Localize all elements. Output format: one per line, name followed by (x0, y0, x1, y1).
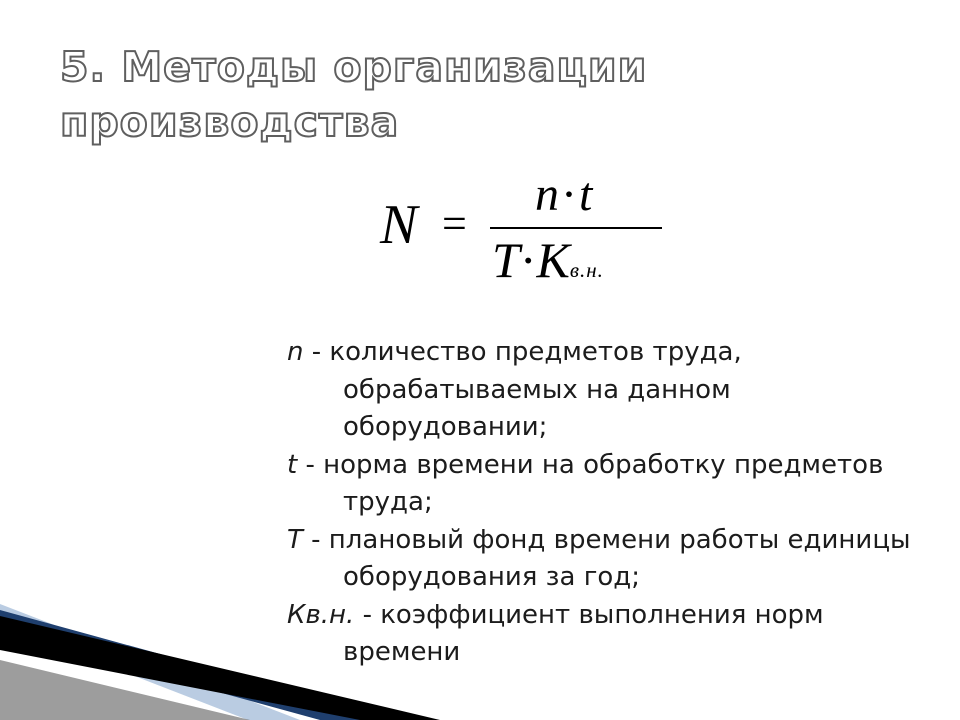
formula-numerator (535, 169, 594, 221)
definition-text: - количество предметов труда, обрабатываемых на данном оборудовании; (303, 337, 742, 442)
fraction-bar (490, 227, 662, 229)
formula-denominator-K: K (536, 232, 570, 288)
formula (380, 168, 670, 305)
formula-denominator (492, 233, 604, 297)
formula-lhs: N (380, 194, 418, 256)
slide-title-line-1: 5. Методы организации (60, 43, 648, 91)
definition-text: - коэффициент выполнения норм времени (343, 599, 824, 667)
definition-symbol: n (287, 337, 304, 367)
formula-denominator-subscript: в.н. (569, 258, 604, 282)
formula-denominator-T: T (492, 232, 520, 288)
definition-item (287, 334, 937, 447)
formula-numerator-t: t (578, 168, 595, 221)
definition-symbol: t (287, 449, 298, 480)
definition-symbol: T (287, 524, 303, 555)
corner-decoration (0, 590, 440, 720)
definition-symbol: Кв.н. (287, 599, 355, 630)
formula-denominator-dot: · (519, 232, 537, 288)
slide-title-line-2: производства (60, 98, 400, 146)
formula-equals-sign: = (442, 199, 467, 248)
definition-text: - плановый фонд времени работы единицы оборудования за год; (302, 524, 911, 592)
definition-text: - норма времени на обработку предметов труда; (297, 449, 884, 517)
definition-item (287, 447, 937, 522)
formula-numerator-n: n (535, 168, 561, 221)
definition-item (287, 522, 937, 597)
formula-numerator-dot: · (561, 168, 579, 221)
slide-title (60, 40, 880, 150)
